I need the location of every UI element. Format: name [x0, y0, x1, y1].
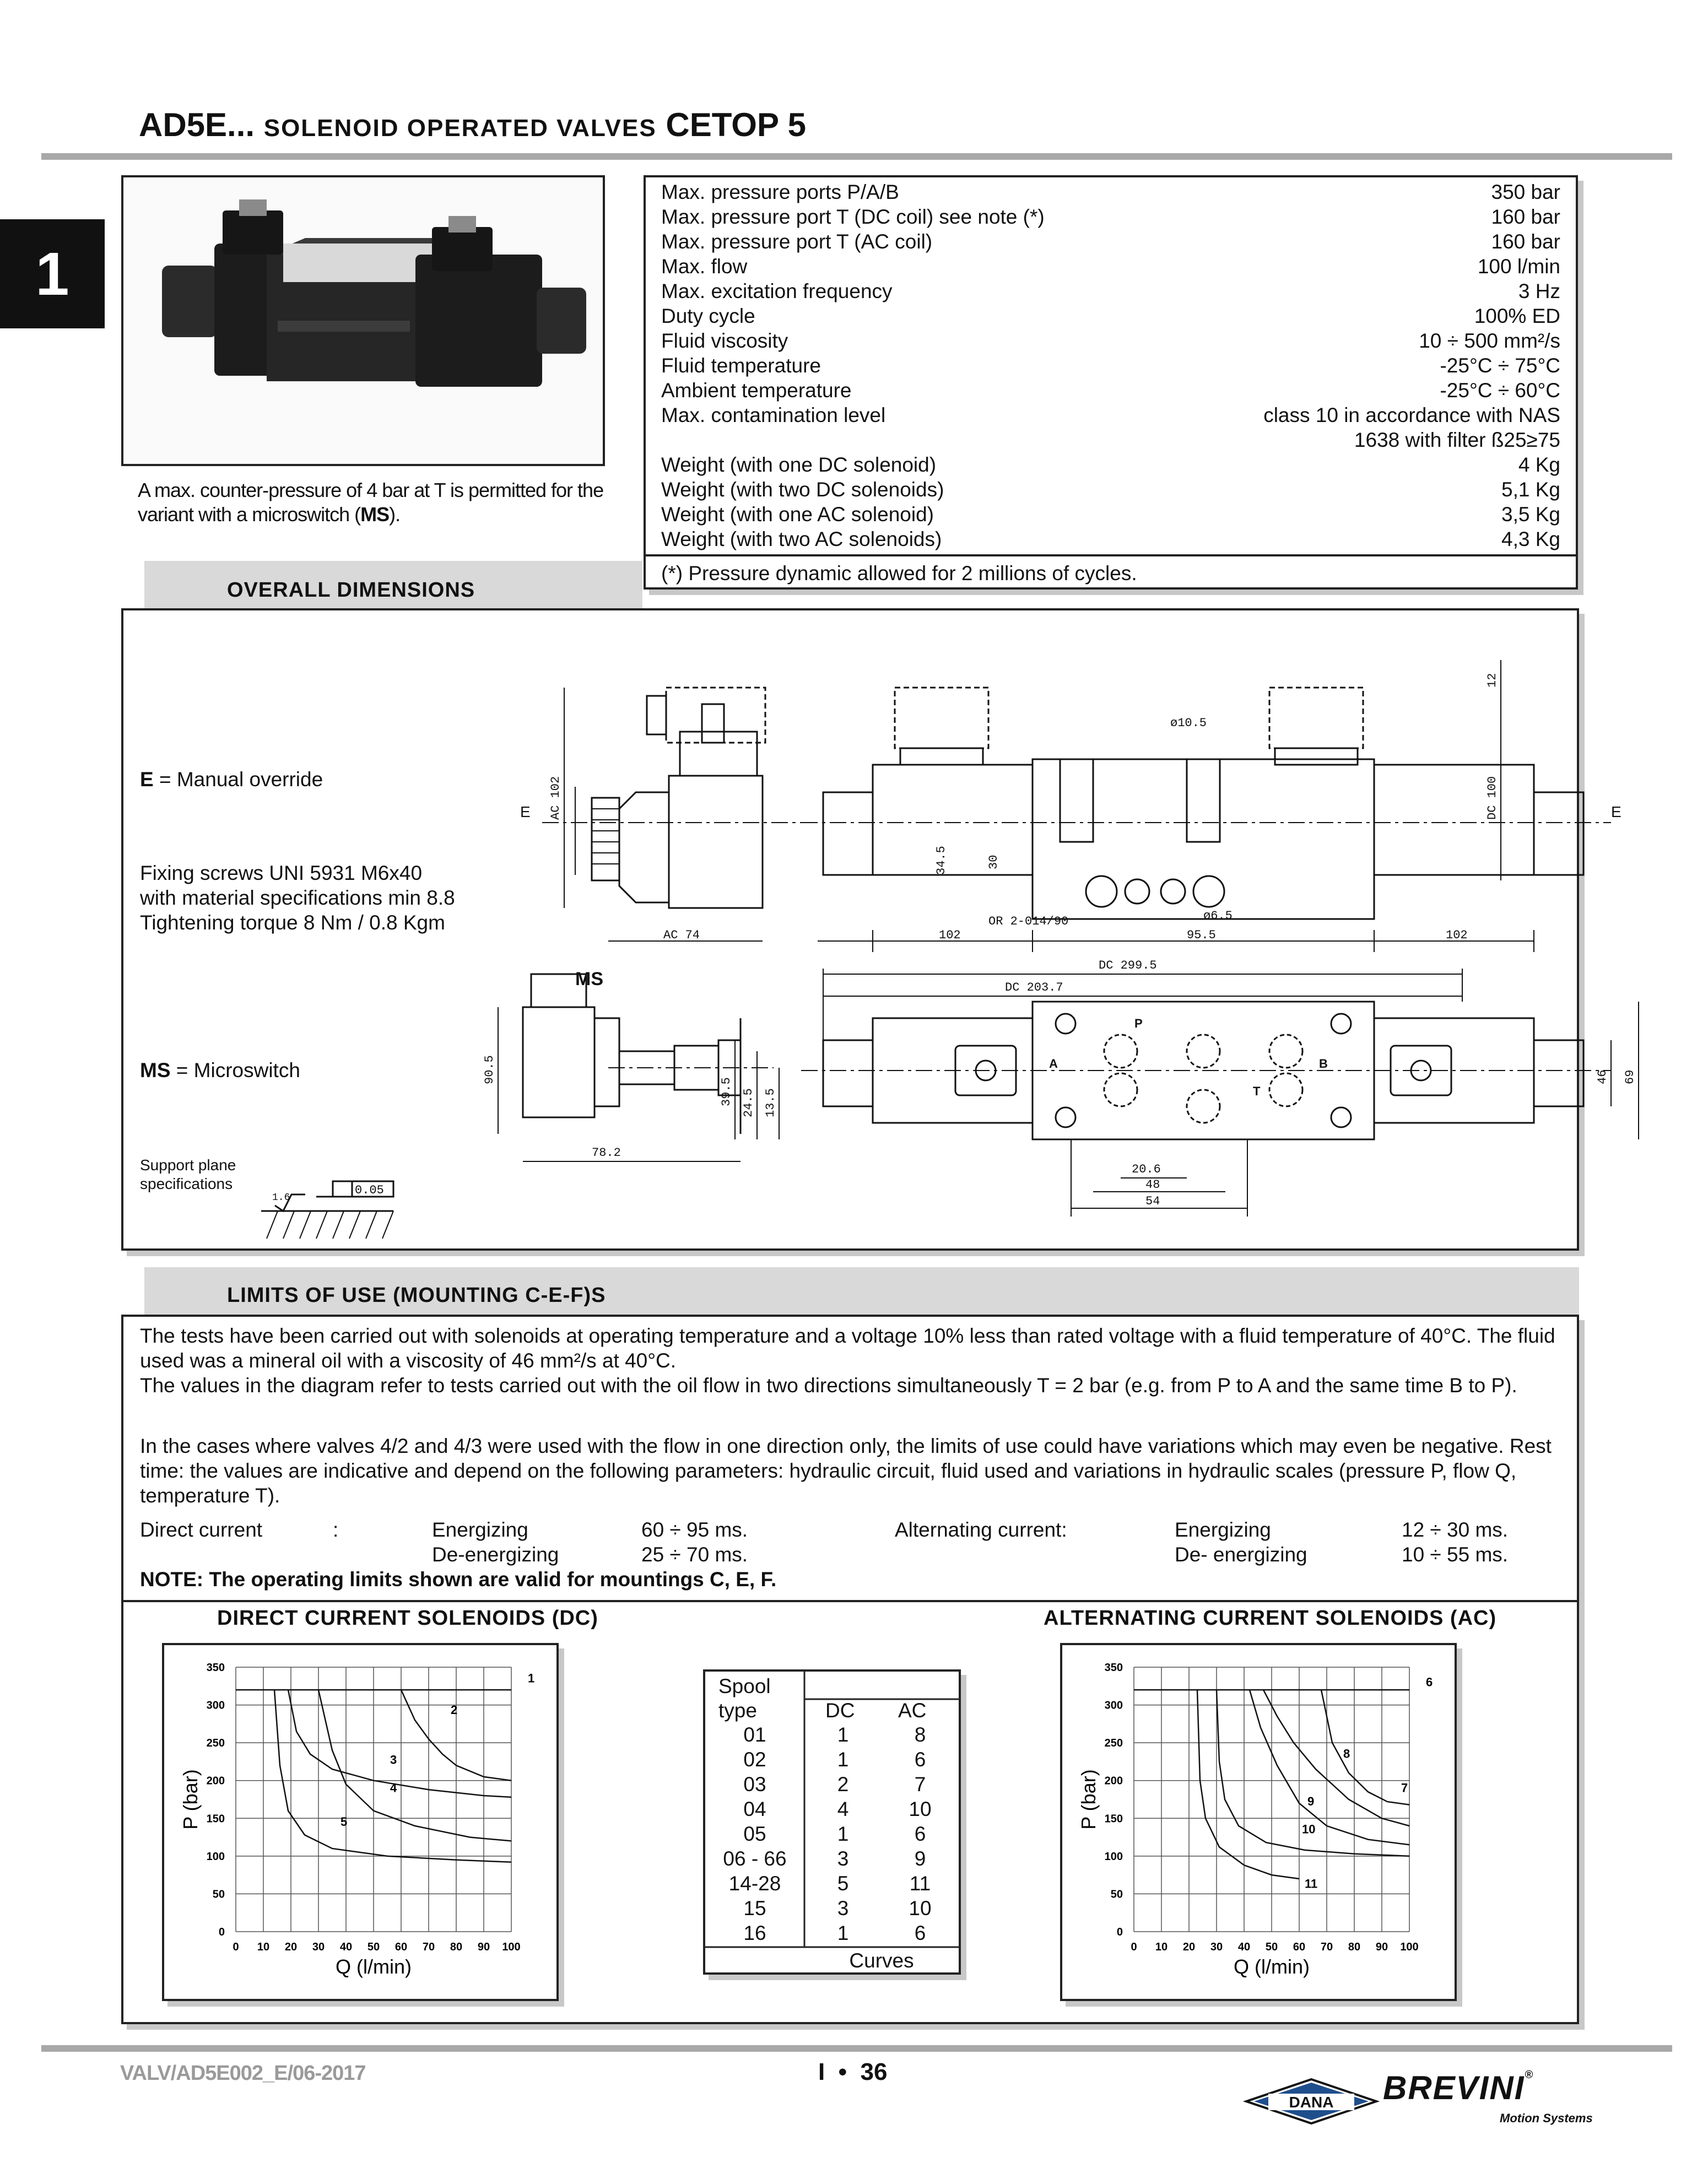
table-cell: 6	[914, 1822, 926, 1845]
spool-footer: Curves	[849, 1949, 914, 1972]
table-cell: 4	[837, 1797, 849, 1820]
x-axis-label: Q (l/min)	[336, 1955, 412, 1978]
table-cell: 02	[743, 1748, 766, 1771]
spec-value: 10 ÷ 500 mm²/s	[1419, 329, 1560, 352]
spool-table-frame	[703, 1669, 961, 1975]
table-row	[705, 1896, 959, 1921]
table-row	[705, 1747, 959, 1772]
x-tick-label: 100	[502, 1941, 521, 1953]
table-cell: 14-28	[728, 1872, 781, 1895]
spool-header-1: Spool	[718, 1675, 771, 1698]
ac-chart-frame	[1060, 1643, 1457, 2001]
x-axis-label: Q (l/min)	[1234, 1955, 1310, 1978]
ac-chart-title: ALTERNATING CURRENT SOLENOIDS (AC)	[1044, 1607, 1497, 1630]
dimensions-box	[121, 608, 1637, 1251]
spec-label: Weight (with two DC solenoids)	[661, 478, 944, 501]
spec-row	[646, 353, 1576, 378]
limits-paragraph-2: The values in the diagram refer to tests carried out with the oil flow in two directions simultaneously T = 2 bar (e.g. from P to A and the same time B to P).	[140, 1374, 1517, 1397]
x-tick-label: 30	[312, 1941, 325, 1953]
y-tick-label: 300	[1104, 1699, 1123, 1712]
table-cell: 1	[837, 1748, 849, 1771]
table-row	[705, 1846, 959, 1871]
microswitch-legend: MS = Microswitch	[140, 1059, 300, 1082]
series-label-9: 9	[1307, 1794, 1315, 1808]
y-tick-label: 200	[1104, 1775, 1123, 1787]
spec-value: 3 Hz	[1518, 280, 1560, 302]
dim-782: 78.2	[592, 1146, 621, 1160]
table-row	[705, 1821, 959, 1846]
x-tick-label: 80	[450, 1941, 463, 1953]
dim-905: 90.5	[483, 1055, 496, 1084]
y-axis-label: P (bar)	[1077, 1769, 1100, 1830]
ms-label: MS	[575, 969, 603, 990]
spec-row	[646, 527, 1576, 552]
port-b: B	[1319, 1057, 1328, 1071]
spec-value: 160 bar	[1491, 206, 1560, 228]
series-line-5	[274, 1690, 511, 1862]
valve-photo	[123, 177, 603, 464]
y-tick-label: 350	[1104, 1662, 1123, 1674]
x-tick-label: 30	[1210, 1941, 1223, 1953]
spec-value: class 10 in accordance with NAS	[1263, 404, 1560, 426]
spec-value: -25°C ÷ 60°C	[1440, 379, 1560, 402]
dc-chart-title: DIRECT CURRENT SOLENOIDS (DC)	[217, 1607, 598, 1630]
table-cell: 01	[743, 1723, 766, 1746]
chapter-tab: 1	[0, 219, 105, 328]
document-code: VALV/AD5E002_E/06-2017	[120, 2062, 366, 2085]
series-label-10: 10	[1302, 1822, 1316, 1836]
y-tick-label: 250	[1104, 1737, 1123, 1750]
table-cell: 7	[914, 1772, 926, 1796]
limits-title: LIMITS OF USE (MOUNTING C-E-F)S	[227, 1284, 606, 1307]
table-row	[705, 1871, 959, 1896]
footer-rule	[41, 2045, 1672, 2052]
spec-row	[646, 452, 1576, 477]
photo-caption: A max. counter-pressure of 4 bar at T is permitted for the variant with a microswitch (MS).	[138, 479, 604, 526]
x-tick-label: 60	[394, 1941, 408, 1953]
spec-value: 160 bar	[1491, 230, 1560, 253]
spec-row	[646, 304, 1576, 328]
table-cell: 1	[837, 1921, 849, 1944]
spec-label: Weight (with two AC solenoids)	[661, 528, 942, 550]
dim-69: 69	[1623, 1069, 1637, 1084]
table-row	[705, 1797, 959, 1821]
spec-value: 5,1 Kg	[1501, 478, 1560, 501]
table-cell: 16	[743, 1921, 766, 1944]
spec-row	[646, 502, 1576, 527]
page-number: I • 36	[818, 2058, 888, 2085]
limits-note: NOTE: The operating limits shown are valid for mountings C, E, F.	[140, 1568, 777, 1591]
product-photo-frame	[121, 175, 605, 466]
y-tick-label: 350	[206, 1662, 225, 1674]
y-tick-label: 50	[1110, 1888, 1123, 1901]
table-row	[705, 1921, 959, 1945]
spec-row	[646, 229, 1576, 254]
y-tick-label: 0	[1116, 1926, 1123, 1938]
series-label-8: 8	[1343, 1747, 1350, 1761]
y-tick-label: 150	[1104, 1813, 1123, 1825]
x-tick-label: 40	[339, 1941, 353, 1953]
x-tick-label: 50	[367, 1941, 380, 1953]
spec-label: Max. pressure port T (DC coil) see note (*)	[661, 206, 1045, 228]
x-tick-label: 60	[1293, 1941, 1306, 1953]
spool-header-2: type	[718, 1699, 757, 1722]
dim-102b: 102	[1446, 928, 1468, 942]
dc-times: Direct current : Energizing De-energizing 60 ÷ 95 ms. 25 ÷ 70 ms. Alternating current: Energizing De- energizing 12 ÷ 30 ms. 10 ÷ 55 ms.	[140, 1518, 1509, 1566]
series-line-8	[1263, 1690, 1409, 1826]
series-label-3: 3	[390, 1753, 397, 1767]
x-tick-label: 70	[1320, 1941, 1333, 1953]
dim-30: 30	[987, 855, 1001, 869]
x-tick-label: 20	[1182, 1941, 1196, 1953]
dim-dc100: DC 100	[1485, 776, 1499, 820]
spec-row	[646, 328, 1576, 353]
series-label-7: 7	[1401, 1781, 1408, 1795]
dim-345: 34.5	[934, 846, 948, 875]
table-cell: 06 - 66	[723, 1847, 787, 1870]
dim-e-right: E	[1611, 803, 1621, 820]
spec-list	[646, 180, 1576, 554]
table-cell: 2	[837, 1772, 849, 1796]
series-label-1: 1	[528, 1671, 535, 1685]
series-line-9	[1250, 1690, 1409, 1845]
dim-395: 39.5	[720, 1077, 733, 1106]
spec-label: Fluid viscosity	[661, 329, 788, 352]
spec-value: 3,5 Kg	[1501, 503, 1560, 526]
series-label-5: 5	[340, 1815, 348, 1829]
spec-label: Max. pressure port T (AC coil)	[661, 230, 933, 253]
limits-divider	[123, 1600, 1577, 1602]
x-tick-label: 50	[1265, 1941, 1278, 1953]
dim-206: 20.6	[1132, 1163, 1161, 1176]
ac-chart	[1062, 1645, 1455, 1999]
table-cell: 1	[837, 1723, 849, 1746]
x-tick-label: 10	[257, 1941, 270, 1953]
table-cell: 6	[914, 1921, 926, 1944]
spool-header-ac: AC	[898, 1699, 927, 1722]
spec-label: Max. flow	[661, 255, 748, 278]
dim-ac102: AC 102	[549, 776, 563, 820]
y-axis-label: P (bar)	[179, 1769, 202, 1830]
dim-ac74: AC 74	[663, 928, 700, 942]
header-rule	[41, 153, 1672, 160]
x-tick-label: 100	[1400, 1941, 1419, 1953]
spec-row	[646, 378, 1576, 403]
spec-label: Ambient temperature	[661, 379, 852, 402]
series-line-7	[1321, 1690, 1409, 1805]
spec-label: Max. excitation frequency	[661, 280, 893, 302]
y-tick-label: 150	[206, 1813, 225, 1825]
spec-row	[646, 403, 1576, 428]
table-cell: 5	[837, 1872, 849, 1895]
dc-chart-frame	[162, 1643, 559, 2001]
y-tick-label: 100	[206, 1850, 225, 1863]
x-tick-label: 10	[1155, 1941, 1168, 1953]
y-tick-label: 50	[212, 1888, 225, 1901]
spec-value: 350 bar	[1491, 181, 1560, 203]
spec-divider	[646, 554, 1576, 556]
port-a: A	[1049, 1057, 1058, 1071]
y-tick-label: 300	[206, 1699, 225, 1712]
dim-955: 95.5	[1187, 928, 1216, 942]
port-t: T	[1253, 1084, 1261, 1098]
x-tick-label: 70	[422, 1941, 435, 1953]
y-tick-label: 100	[1104, 1850, 1123, 1863]
table-cell: 03	[743, 1772, 766, 1796]
dim-102a: 102	[939, 928, 961, 942]
dim-245: 24.5	[742, 1088, 755, 1117]
dim-46: 46	[1596, 1069, 1609, 1084]
motion-systems-tagline: Motion Systems	[1500, 2111, 1593, 2125]
dim-or: OR 2-014/90	[988, 915, 1069, 928]
manual-override-legend: E = Manual override	[140, 768, 323, 791]
spec-row	[646, 254, 1576, 279]
spec-row	[646, 180, 1576, 204]
page-title: AD5E... SOLENOID OPERATED VALVES CETOP 5	[139, 106, 806, 143]
series-label-2: 2	[451, 1703, 458, 1717]
table-row	[705, 1722, 959, 1747]
spool-header-dc: DC	[825, 1699, 855, 1722]
fixing-screws-note: Fixing screws UNI 5931 M6x40 with material specifications min 8.8 Tightening torque 8 Nm / 0.8 Kgm	[140, 862, 455, 934]
table-cell: 3	[837, 1896, 849, 1920]
x-tick-label: 40	[1237, 1941, 1251, 1953]
spec-label: Max. pressure ports P/A/B	[661, 181, 899, 203]
y-tick-label: 200	[206, 1775, 225, 1787]
table-cell: 3	[837, 1847, 849, 1870]
table-cell: 11	[909, 1872, 931, 1895]
dim-12: 12	[1485, 673, 1499, 688]
specifications-box	[644, 175, 1578, 590]
table-cell: 8	[914, 1723, 926, 1746]
spec-row	[646, 477, 1576, 502]
dim-48: 48	[1145, 1178, 1160, 1192]
dim-54: 54	[1145, 1194, 1160, 1208]
spec-label: Duty cycle	[661, 305, 755, 327]
spec-value: 4 Kg	[1518, 453, 1560, 476]
dim-phi105: ø10.5	[1170, 716, 1207, 730]
x-tick-label: 20	[284, 1941, 298, 1953]
series-label-4: 4	[390, 1781, 397, 1795]
dim-dc2037: DC 203.7	[1005, 981, 1063, 994]
table-cell: 1	[837, 1822, 849, 1845]
spec-value: -25°C ÷ 75°C	[1440, 354, 1560, 377]
spec-value: 100% ED	[1474, 305, 1560, 327]
spec-value: 100 l/min	[1477, 255, 1560, 278]
x-tick-label: 0	[233, 1941, 239, 1953]
table-cell: 15	[743, 1896, 766, 1920]
spec-value: 1638 with filter ß25≥75	[1354, 429, 1560, 451]
spec-label: Max. contamination level	[661, 404, 886, 426]
limits-box	[121, 1315, 1579, 2024]
y-tick-label: 0	[218, 1926, 225, 1938]
overall-dimensions-title: OVERALL DIMENSIONS	[227, 579, 475, 602]
dimension-drawing	[123, 610, 1637, 1250]
port-p: P	[1134, 1017, 1143, 1030]
spec-label: Weight (with one DC solenoid)	[661, 453, 937, 476]
spec-row	[646, 428, 1576, 452]
dim-135: 13.5	[764, 1088, 777, 1117]
spec-label: Weight (with one AC solenoid)	[661, 503, 934, 526]
series-label-6: 6	[1426, 1675, 1433, 1689]
brevini-logo: BREVINI®	[1383, 2069, 1534, 2106]
x-tick-label: 0	[1131, 1941, 1137, 1953]
dim-e-left: E	[520, 803, 531, 820]
dc-chart	[164, 1645, 556, 1999]
limits-paragraph-1: The tests have been carried out with solenoids at operating temperature and a voltage 10% less than rated voltage with a fluid temperature of 40°C. The fluid used was a mineral oil with a viscosity of 46 mm²/s at 40°C.	[140, 1325, 1555, 1372]
dana-logo-text: DANA	[1289, 2094, 1334, 2111]
x-tick-label: 90	[1375, 1941, 1388, 1953]
dim-phi65: ø6.5	[1203, 909, 1233, 923]
x-tick-label: 80	[1348, 1941, 1361, 1953]
series-line-11	[1197, 1690, 1299, 1879]
dana-logo	[1246, 2077, 1376, 2126]
dim-dc2995: DC 299.5	[1099, 959, 1157, 972]
spec-row	[646, 204, 1576, 229]
support-plane-note: Support plane specifications	[140, 1156, 236, 1192]
limits-paragraph-3: In the cases where valves 4/2 and 4/3 were used with the flow in one direction only, the limits of use could have variations which may even be negative. Rest time: the values are indicative and depend on the following parameters: hydraulic circuit, fluid used and variations in hydraulic scales (pressure P, flow Q, temperature T).	[140, 1435, 1552, 1507]
spool-table	[705, 1722, 959, 1945]
x-tick-label: 90	[477, 1941, 490, 1953]
table-cell: 04	[743, 1797, 766, 1820]
table-row	[705, 1772, 959, 1797]
table-cell: 10	[909, 1797, 932, 1820]
series-label-11: 11	[1305, 1877, 1318, 1891]
y-tick-label: 250	[206, 1737, 225, 1750]
table-cell: 9	[914, 1847, 926, 1870]
table-cell: 05	[743, 1822, 766, 1845]
table-cell: 10	[909, 1896, 932, 1920]
dim-roughness: 1.6	[272, 1192, 290, 1203]
dim-flatness: 0.05	[355, 1183, 384, 1197]
spec-value: 4,3 Kg	[1501, 528, 1560, 550]
spec-row	[646, 279, 1576, 304]
spec-label: Fluid temperature	[661, 354, 821, 377]
table-cell: 6	[914, 1748, 926, 1771]
spec-note: (*) Pressure dynamic allowed for 2 millions of cycles.	[661, 562, 1137, 585]
